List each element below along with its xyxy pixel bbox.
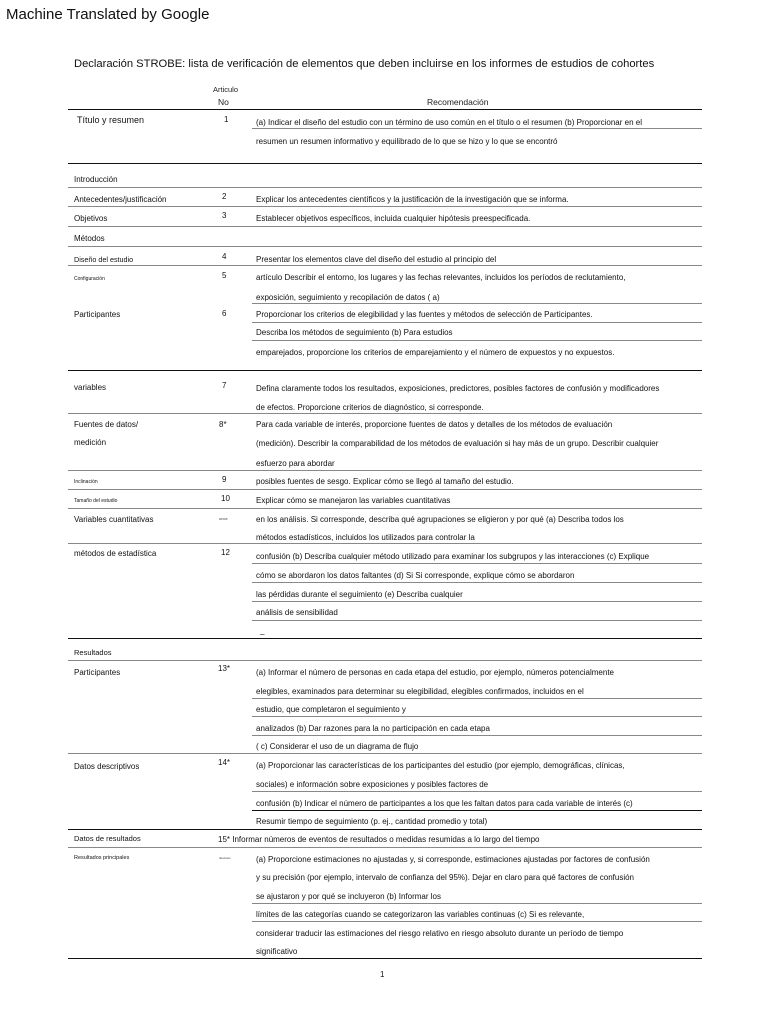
label-principales: Resultados principales <box>74 855 130 861</box>
rec-diseno: Presentar los elementos clave del diseño del estudio al principio del <box>256 255 497 264</box>
num-fuentes: 8* <box>219 420 227 429</box>
rule <box>68 660 702 661</box>
rec-participantes-r-2: elegibles, examinados para determinar su elegibilidad, elegibles confirmados, incluidos en el <box>256 687 584 696</box>
rec-variables-2: de efectos. Proporcione criterios de diagnóstico, si corresponde. <box>256 403 484 412</box>
rec-principales-5: considerar traducir las estimaciones del riesgo relativo en riesgo absoluto durante un período de tiempo <box>256 929 624 938</box>
rec-estadistica-5: _ <box>260 626 265 635</box>
rec-variables-1: Defina claramente todos los resultados, exposiciones, predictores, posibles factores de confusión y modificadores <box>256 384 660 393</box>
rule <box>252 128 702 129</box>
section-metodos: Métodos <box>74 234 105 243</box>
label-descriptivos: Datos descriptivos <box>74 762 140 771</box>
label-estadistica: métodos de estadística <box>74 549 157 558</box>
rule <box>68 829 702 830</box>
num-estadistica: 12 <box>221 548 230 557</box>
rule <box>68 246 702 247</box>
rec-cuantitativas-2: métodos estadísticos, incluidos los utilizados para controlar la <box>256 533 475 542</box>
num-cuantitativas: once <box>219 516 228 521</box>
rule <box>252 340 702 341</box>
rec-estadistica-1: confusión (b) Describa cualquier método utilizado para examinar los subgrupos y las interacciones (c) Explique <box>256 552 650 561</box>
rule <box>68 847 702 848</box>
label-objetivos: Objetivos <box>74 214 108 223</box>
section-introduccion: Introducción <box>74 175 118 184</box>
num-participantes-r: 13* <box>218 664 231 673</box>
num-participantes-m: 6 <box>222 309 227 318</box>
rule <box>252 620 702 621</box>
rule <box>252 903 702 904</box>
rec-estadistica-4: análisis de sensibilidad <box>256 608 338 617</box>
rec-objetivos: Establecer objetivos específicos, incluida cualquier hipótesis preespecificada. <box>256 214 531 223</box>
rule <box>252 735 702 736</box>
label-fuentes: Fuentes de datos/ <box>74 420 139 429</box>
rule <box>68 489 702 490</box>
header-recomendacion: Recomendación <box>427 97 489 107</box>
rule <box>68 163 702 164</box>
num-principales: dieciséis <box>219 856 231 860</box>
rec-fuentes-3: esfuerzo para abordar <box>256 459 335 468</box>
rule <box>68 265 702 266</box>
label-configuracion: Configuración <box>74 276 105 282</box>
label-diseno: Diseño del estudio <box>74 255 134 264</box>
rec-antecedentes: Explicar los antecedentes científicos y la justificación de la investigación que se informa. <box>256 195 569 204</box>
rule <box>68 413 702 414</box>
rule <box>68 370 702 371</box>
rec-inclinacion: posibles fuentes de sesgo. Explicar cómo se llegó al tamaño del estudio. <box>256 477 514 486</box>
label-participantes-r: Participantes <box>74 668 121 677</box>
rule <box>68 187 702 188</box>
rule <box>252 810 702 811</box>
num-variables: 7 <box>222 381 227 390</box>
rec-participantes-r-1: (a) Informar el número de personas en cada etapa del estudio, por ejemplo, números potencialmente <box>256 668 614 677</box>
rule <box>68 638 702 639</box>
num-configuracion: 5 <box>222 271 227 280</box>
rec-titulo-1: (a) Indicar el diseño del estudio con un término de uso común en el título o el resumen (b) Proporcionar en el <box>256 118 642 127</box>
label-cuantitativas: Variables cuantitativas <box>74 515 154 524</box>
rule <box>68 543 702 544</box>
rule <box>252 716 702 717</box>
label-antecedentes: Antecedentes/justificación <box>74 195 167 204</box>
num-tamano: 10 <box>221 494 230 503</box>
rec-principales-1: (a) Proporcione estimaciones no ajustadas y, si corresponde, estimaciones ajustadas por factores de confusión <box>256 855 650 864</box>
num-titulo: 1 <box>224 115 229 124</box>
section-resultados: Resultados <box>74 648 112 657</box>
num-objetivos: 3 <box>222 211 227 220</box>
label-inclinacion: Inclinación <box>74 479 98 485</box>
page-number: 1 <box>380 970 385 979</box>
rec-principales-2: y su precisión (por ejemplo, intervalo de confianza del 95%). Dejar en claro para qué factores de confusión <box>256 873 634 882</box>
rule <box>252 303 702 304</box>
rec-configuracion-2: exposición, seguimiento y recopilación de datos ( a) <box>256 293 440 302</box>
rec-participantes-m-2: Describa los métodos de seguimiento (b) Para estudios <box>256 328 453 337</box>
rec-descriptivos-4: Resumir tiempo de seguimiento (p. ej., cantidad promedio y total) <box>256 817 488 826</box>
num-descriptivos: 14* <box>218 758 231 767</box>
rule <box>252 322 702 323</box>
rule <box>68 226 702 227</box>
rule <box>252 921 702 922</box>
rec-participantes-r-4: analizados (b) Dar razones para la no participación en cada etapa <box>256 724 490 733</box>
rec-fuentes-2: (medición). Describir la comparabilidad de los métodos de evaluación si hay más de un grupo. Describir cualquier <box>256 439 659 448</box>
rec-participantes-r-3: estudio, que completaron el seguimiento y <box>256 705 406 714</box>
num-inclinacion: 9 <box>222 475 227 484</box>
rec-descriptivos-2: sociales) e información sobre exposiciones y posibles factores de <box>256 780 489 789</box>
rule <box>252 601 702 602</box>
rec-estadistica-2: cómo se abordaron los datos faltantes (d) Si Si corresponde, explique cómo se abordaron <box>256 571 575 580</box>
rule <box>252 563 702 564</box>
label-variables: variables <box>74 383 107 392</box>
rule <box>68 206 702 207</box>
rec-fuentes-1: Para cada variable de interés, proporcione fuentes de datos y detalles de los métodos de evaluación <box>256 420 613 429</box>
rule <box>68 508 702 509</box>
label-fuentes-2: medición <box>74 438 107 447</box>
rule <box>68 753 702 754</box>
label-titulo: Título y resumen <box>77 115 145 125</box>
header-rule <box>68 109 702 110</box>
rule <box>252 582 702 583</box>
rec-descriptivos-1: (a) Proporcionar las características de los participantes del estudio (por ejemplo, demográficas, clínicas, <box>256 761 625 770</box>
label-datos-resultados: Datos de resultados <box>74 834 141 843</box>
document-title: Declaración STROBE: lista de verificación de elementos que deben incluirse en los informes de estudios de cohortes <box>74 58 655 70</box>
header-articulo: Articulo <box>213 85 239 94</box>
rec-configuracion-1: artículo Describir el entorno, los lugares y las fechas relevantes, incluidos los períodos de reclutamiento, <box>256 273 626 282</box>
rec-titulo-2: resumen un resumen informativo y equilibrado de lo que se hizo y lo que se encontró <box>256 137 558 146</box>
rec-principales-6: significativo <box>256 947 298 956</box>
rec-participantes-m-3: emparejados, proporcione los criterios de emparejamiento y el número de expuestos y no expuestos. <box>256 348 615 357</box>
rec-cuantitativas-1: en los análisis. Si corresponde, describa qué agrupaciones se eligieron y por qué (a) Describa todos los <box>256 515 624 524</box>
num-antecedentes: 2 <box>222 192 227 201</box>
rec-descriptivos-3: confusión (b) Indicar el número de participantes a los que les faltan datos para cada variable de interés (c) <box>256 799 633 808</box>
machine-translation-banner: Machine Translated by Google <box>6 6 210 23</box>
rec-estadistica-3: las pérdidas durante el seguimiento (e) Describa cualquier <box>256 590 463 599</box>
rule <box>252 698 702 699</box>
rec-participantes-m-1: Proporcionar los criterios de elegibilidad y las fuentes y métodos de selección de Participantes. <box>256 310 593 319</box>
rec-principales-4: límites de las categorías cuando se categorizaron las variables continuas (c) Si es relevante, <box>256 910 585 919</box>
label-tamano: Tamaño del estudio <box>74 498 118 504</box>
rule <box>68 470 702 471</box>
label-participantes-m: Participantes <box>74 310 121 319</box>
rec-datos-resultados: 15* Informar números de eventos de resultados o medidas resumidas a lo largo del tiempo <box>218 835 540 844</box>
rule <box>252 791 702 792</box>
rec-principales-3: se ajustaron y por qué se incluyeron (b) Informar los <box>256 892 441 901</box>
header-no: No <box>218 97 229 107</box>
rec-tamano: Explicar cómo se manejaron las variables cuantitativas <box>256 496 451 505</box>
rec-participantes-r-5: ( c) Considerar el uso de un diagrama de flujo <box>256 742 419 751</box>
num-diseno: 4 <box>222 252 227 261</box>
rule <box>68 958 702 959</box>
